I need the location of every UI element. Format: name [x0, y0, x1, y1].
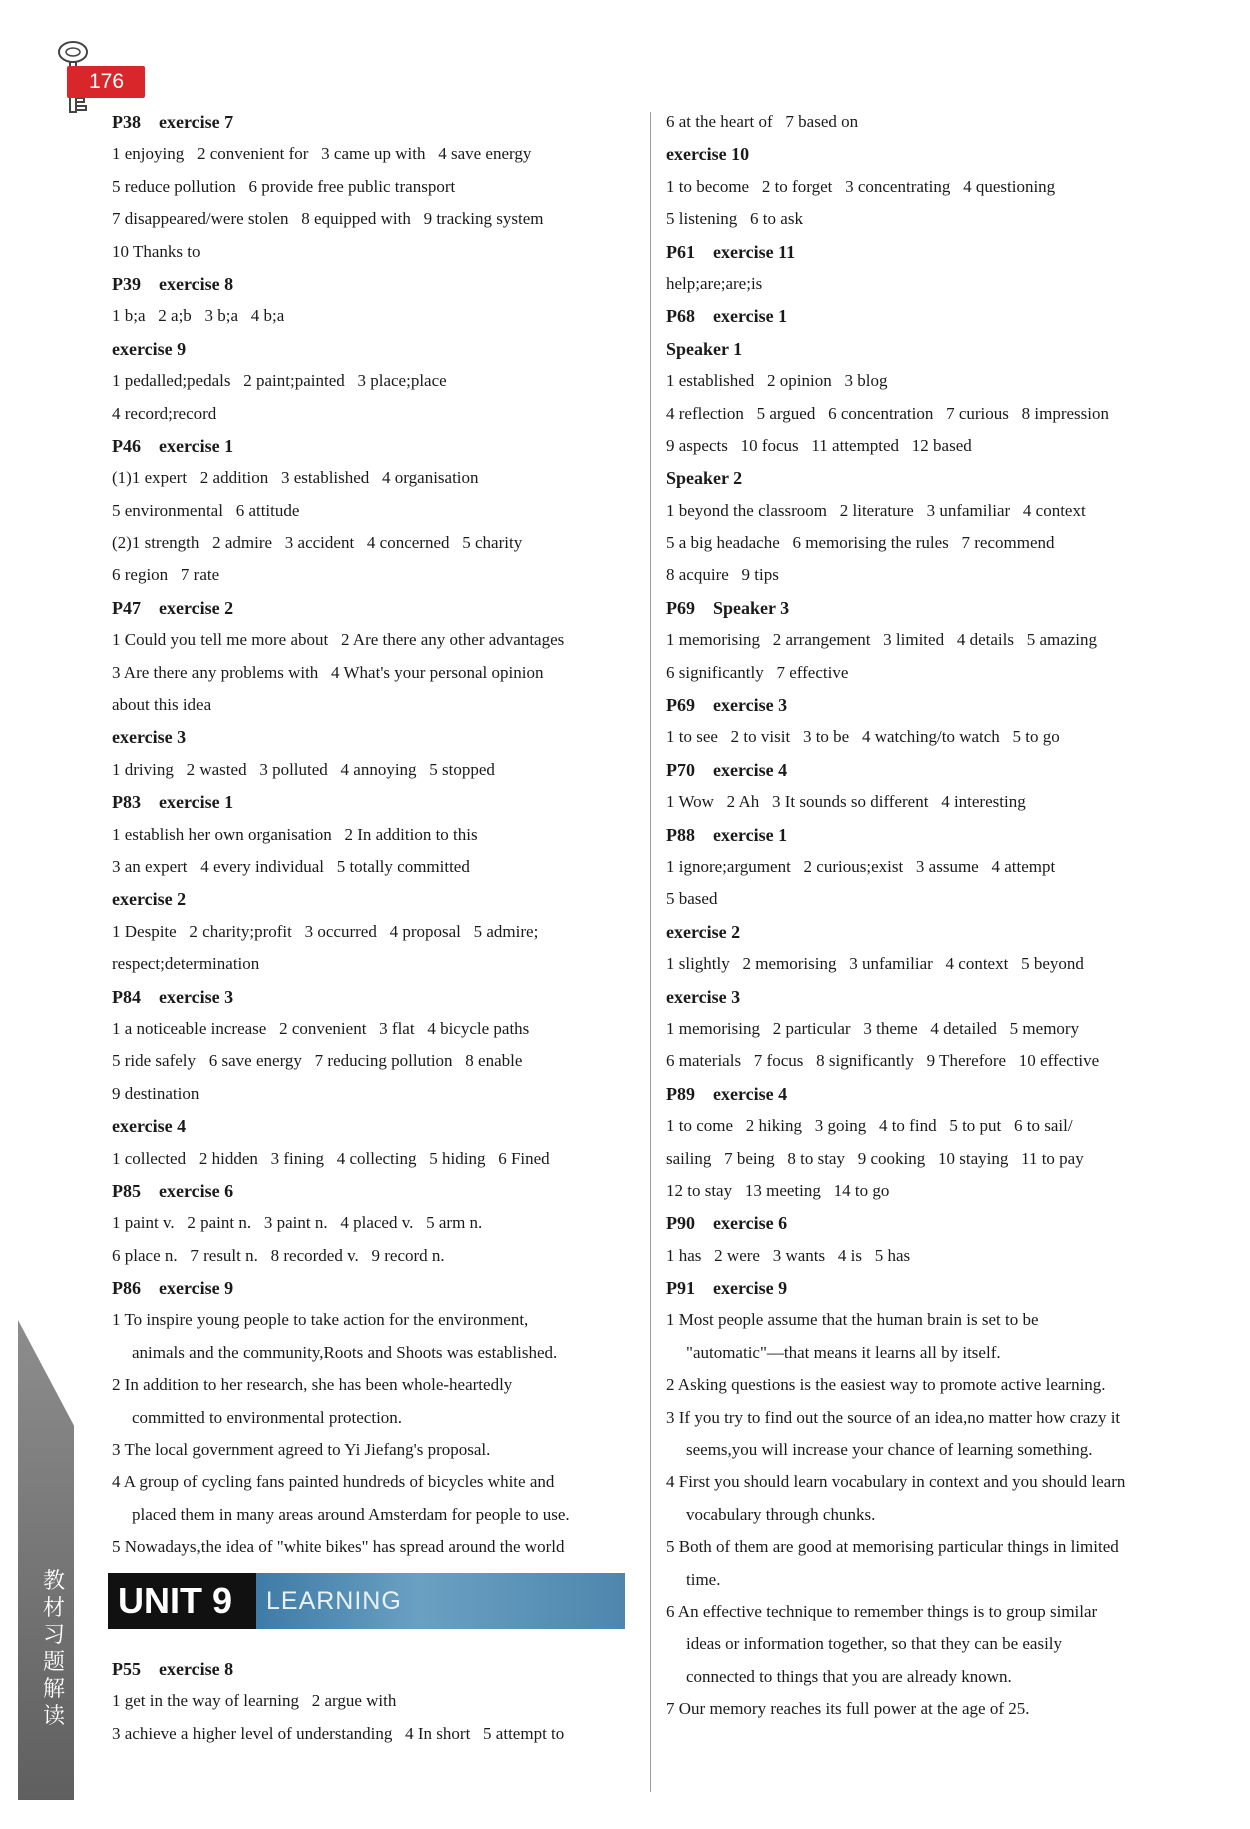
- page-ref: P47: [112, 597, 141, 618]
- page-ref: P91: [666, 1278, 695, 1299]
- page-ref: P68: [666, 306, 695, 327]
- answer-line: 6 significantly 7 effective: [666, 662, 849, 682]
- answer-line: 1 memorising 2 particular 3 theme 4 detailed 5 memory: [666, 1018, 1080, 1038]
- answer-line: animals and the community,Roots and Shoots was established.: [132, 1342, 558, 1362]
- section-heading: [112, 883, 632, 915]
- section-heading: [666, 592, 1186, 624]
- exercise-label: exercise 2: [112, 889, 187, 910]
- exercise-label: exercise 3: [112, 727, 187, 748]
- answer-line: 2 Asking questions is the easiest way to promote active learning.: [666, 1375, 1106, 1395]
- answer-line: 1 pedalled;pedals 2 paint;painted 3 place;place: [112, 371, 447, 391]
- section-heading: [112, 268, 632, 300]
- exercise-label: exercise 2: [666, 921, 741, 942]
- exercise-label: exercise 4: [112, 1116, 187, 1137]
- answer-line: 1 memorising 2 arrangement 3 limited 4 details 5 amazing: [666, 630, 1098, 650]
- page-ref: P84: [112, 986, 141, 1007]
- answer-line: 5 Both of them are good at memorising particular things in limited: [666, 1537, 1119, 1557]
- section-heading: [666, 981, 1186, 1013]
- answer-line: sailing 7 being 8 to stay 9 cooking 10 staying 11 to pay: [666, 1148, 1084, 1168]
- section-heading: [666, 689, 1186, 721]
- page-ref: P61: [666, 241, 695, 262]
- answer-line: 1 to become 2 to forget 3 concentrating 4 questioning: [666, 176, 1056, 196]
- answer-line: 5 based: [666, 889, 718, 909]
- answer-line: ideas or information together, so that they can be easily: [686, 1634, 1063, 1654]
- answer-line: 5 listening 6 to ask: [666, 209, 803, 229]
- exercise-label: exercise 9: [159, 1278, 234, 1299]
- section-heading: [666, 1207, 1186, 1239]
- answer-line: 4 A group of cycling fans painted hundreds of bicycles white and: [112, 1472, 555, 1492]
- page-number-badge: 176: [67, 66, 145, 98]
- page-ref: P90: [666, 1213, 695, 1234]
- left-column-tail: [112, 1653, 632, 1750]
- unit-label: UNIT 9: [118, 1580, 233, 1621]
- exercise-label: exercise 3: [666, 986, 741, 1007]
- section-heading: [112, 981, 632, 1013]
- exercise-label: exercise 7: [159, 112, 234, 132]
- exercise-label: Speaker 1: [666, 338, 743, 359]
- page-ref: P88: [666, 824, 695, 845]
- answer-line: 1 Most people assume that the human brain is set to be: [666, 1310, 1039, 1330]
- exercise-label: exercise 11: [713, 241, 796, 262]
- answer-line: connected to things that you are already known.: [686, 1666, 1012, 1686]
- page-ref: P55: [112, 1659, 141, 1679]
- answer-line: 3 If you try to find out the source of an idea,no matter how crazy it: [666, 1407, 1121, 1427]
- exercise-label: exercise 2: [159, 597, 234, 618]
- answer-line: 1 ignore;argument 2 curious;exist 3 assume 4 attempt: [666, 856, 1056, 876]
- section-heading: [112, 1175, 632, 1207]
- page-ref: P38: [112, 112, 141, 132]
- page-ref: P69: [666, 597, 695, 618]
- answer-line: 1 established 2 opinion 3 blog: [666, 371, 888, 391]
- exercise-label: exercise 3: [713, 695, 788, 716]
- column-divider: [650, 112, 651, 1792]
- answer-line: 1 b;a 2 a;b 3 b;a 4 b;a: [112, 306, 285, 326]
- answer-line: 1 establish her own organisation 2 In addition to this: [112, 824, 478, 844]
- answer-line: 3 achieve a higher level of understanding 4 In short 5 attempt to: [112, 1723, 565, 1743]
- answer-line: 2 In addition to her research, she has been whole-heartedly: [112, 1375, 513, 1395]
- exercise-label: exercise 9: [112, 338, 187, 359]
- answer-line: 6 at the heart of 7 based on: [666, 112, 859, 131]
- answer-line: 6 materials 7 focus 8 significantly 9 Therefore 10 effective: [666, 1051, 1100, 1071]
- section-heading: [666, 819, 1186, 851]
- answer-line: time.: [686, 1569, 721, 1589]
- section-heading: [666, 1272, 1186, 1304]
- section-heading: [112, 1653, 632, 1685]
- answer-line: 6 region 7 rate: [112, 565, 220, 585]
- answer-line: 8 acquire 9 tips: [666, 565, 779, 585]
- answer-line: "automatic"—that means it learns all by itself.: [686, 1342, 1001, 1362]
- exercise-label: exercise 8: [159, 273, 234, 294]
- answer-line: 7 Our memory reaches its full power at the age of 25.: [666, 1699, 1030, 1719]
- answer-line: 1 slightly 2 memorising 3 unfamiliar 4 context 5 beyond: [666, 954, 1084, 974]
- answer-line: 1 get in the way of learning 2 argue with: [112, 1691, 397, 1711]
- answer-line: 1 paint v. 2 paint n. 3 paint n. 4 placed v. 5 arm n.: [112, 1213, 483, 1233]
- exercise-label: exercise 8: [159, 1659, 234, 1679]
- answer-line: 1 to come 2 hiking 3 going 4 to find 5 to put 6 to sail/: [666, 1116, 1073, 1136]
- answer-line: 3 an expert 4 every individual 5 totally committed: [112, 856, 470, 876]
- answer-line: 4 reflection 5 argued 6 concentration 7 curious 8 impression: [666, 403, 1109, 423]
- answer-line: about this idea: [112, 695, 212, 715]
- sidebar-title: 教材习题解读: [42, 1569, 65, 1729]
- answer-line: placed them in many areas around Amsterdam for people to use.: [132, 1504, 570, 1524]
- page-ref: P89: [666, 1083, 695, 1104]
- section-heading: [666, 1078, 1186, 1110]
- answer-line: 1 collected 2 hidden 3 fining 4 collecting 5 hiding 6 Fined: [112, 1148, 550, 1168]
- exercise-label: Speaker 3: [713, 597, 790, 618]
- answer-line: 1 beyond the classroom 2 literature 3 unfamiliar 4 context: [666, 500, 1086, 520]
- answer-line: 9 aspects 10 focus 11 attempted 12 based: [666, 435, 972, 455]
- answer-line: 5 ride safely 6 save energy 7 reducing pollution 8 enable: [112, 1051, 523, 1071]
- exercise-label: exercise 3: [159, 986, 234, 1007]
- exercise-label: exercise 6: [159, 1180, 234, 1201]
- section-heading: [666, 754, 1186, 786]
- answer-line: committed to environmental protection.: [132, 1407, 403, 1427]
- page-ref: P86: [112, 1278, 141, 1299]
- unit-banner: [108, 1573, 625, 1629]
- answer-line: 5 Nowadays,the idea of "white bikes" has spread around the world: [112, 1537, 565, 1557]
- answer-line: 6 An effective technique to remember things is to group similar: [666, 1601, 1098, 1621]
- exercise-label: exercise 9: [713, 1278, 788, 1299]
- page-ref: P46: [112, 435, 141, 456]
- answer-line: 12 to stay 13 meeting 14 to go: [666, 1180, 890, 1200]
- exercise-label: Speaker 2: [666, 468, 743, 489]
- answer-line: 5 reduce pollution 6 provide free public transport: [112, 176, 456, 196]
- right-column: [666, 106, 1186, 1726]
- answer-line: (1)1 expert 2 addition 3 established 4 organisation: [112, 468, 479, 488]
- answer-line: 1 Could you tell me more about 2 Are there any other advantages: [112, 630, 565, 650]
- answer-line: 10 Thanks to: [112, 241, 201, 261]
- section-heading: [666, 300, 1186, 332]
- answer-line: 6 place n. 7 result n. 8 recorded v. 9 record n.: [112, 1245, 445, 1265]
- section-heading: [112, 430, 632, 462]
- section-heading: [112, 333, 632, 365]
- answer-line: 4 First you should learn vocabulary in context and you should learn: [666, 1472, 1126, 1492]
- exercise-label: exercise 1: [713, 306, 788, 327]
- section-heading: [666, 236, 1186, 268]
- exercise-label: exercise 1: [159, 435, 234, 456]
- page-ref: P85: [112, 1180, 141, 1201]
- exercise-label: exercise 1: [713, 824, 788, 845]
- page-ref: P83: [112, 792, 141, 813]
- answer-line: 1 to see 2 to visit 3 to be 4 watching/to watch 5 to go: [666, 727, 1060, 747]
- section-heading: [112, 106, 632, 138]
- answer-line: 1 has 2 were 3 wants 4 is 5 has: [666, 1245, 911, 1265]
- answer-line: 7 disappeared/were stolen 8 equipped with 9 tracking system: [112, 209, 544, 229]
- answer-line: 3 Are there any problems with 4 What's your personal opinion: [112, 662, 544, 682]
- section-heading: [666, 462, 1186, 494]
- answer-line: seems,you will increase your chance of learning something.: [686, 1440, 1093, 1460]
- answer-line: 1 a noticeable increase 2 convenient 3 flat 4 bicycle paths: [112, 1018, 530, 1038]
- answer-line: 5 environmental 6 attitude: [112, 500, 300, 520]
- exercise-label: exercise 6: [713, 1213, 788, 1234]
- exercise-label: exercise 1: [159, 792, 234, 813]
- section-heading: [112, 786, 632, 818]
- page-ref: P69: [666, 695, 695, 716]
- section-heading: [666, 916, 1186, 948]
- answer-line: 9 destination: [112, 1083, 200, 1103]
- section-heading: [112, 592, 632, 624]
- answer-line: 4 record;record: [112, 403, 217, 423]
- answer-line: 1 Despite 2 charity;profit 3 occurred 4 proposal 5 admire;: [112, 921, 539, 941]
- exercise-label: exercise 4: [713, 1083, 788, 1104]
- left-column: [112, 106, 632, 1596]
- exercise-label: exercise 10: [666, 144, 750, 165]
- section-heading: [666, 138, 1186, 170]
- answer-line: vocabulary through chunks.: [686, 1504, 876, 1524]
- section-heading: [112, 1272, 632, 1304]
- section-heading: [112, 1110, 632, 1142]
- exercise-label: exercise 4: [713, 759, 788, 780]
- page-ref: P70: [666, 759, 695, 780]
- answer-line: 1 Wow 2 Ah 3 It sounds so different 4 interesting: [666, 792, 1026, 812]
- section-heading: [666, 333, 1186, 365]
- answer-line: (2)1 strength 2 admire 3 accident 4 concerned 5 charity: [112, 533, 523, 553]
- answer-line: 1 driving 2 wasted 3 polluted 4 annoying 5 stopped: [112, 759, 495, 779]
- unit-title: LEARNING: [266, 1587, 402, 1615]
- answer-line: 1 To inspire young people to take action for the environment,: [112, 1310, 529, 1330]
- answer-line: 3 The local government agreed to Yi Jiefang's proposal.: [112, 1440, 491, 1460]
- answer-line: 1 enjoying 2 convenient for 3 came up with 4 save energy: [112, 144, 532, 164]
- answer-line: respect;determination: [112, 954, 260, 974]
- page-ref: P39: [112, 273, 141, 294]
- answer-line: help;are;are;is: [666, 273, 763, 293]
- section-heading: [112, 721, 632, 753]
- answer-line: 5 a big headache 6 memorising the rules 7 recommend: [666, 533, 1055, 553]
